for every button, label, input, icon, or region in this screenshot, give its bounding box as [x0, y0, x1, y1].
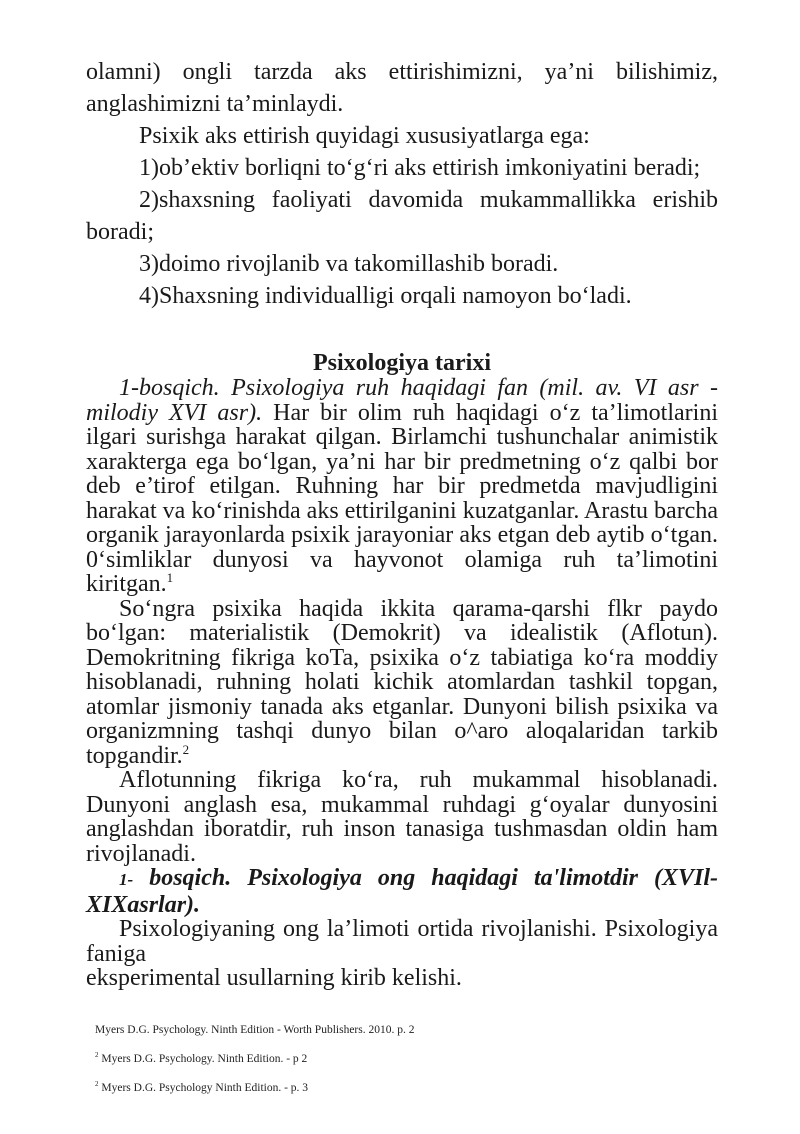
stage1-heading: 1-bosqich. Psixologiya ruh haqidagi fan (mil. av. VI asr - milodiy XVI asr).	[86, 375, 718, 426]
stage2-heading-text: bosqich. Psixologiya ong haqidagi ta'limotdir (XVIl-XIXasrlar).	[86, 865, 718, 918]
stage2-number: 1-	[119, 870, 134, 889]
footnote	[95, 1023, 715, 1037]
list-item: 3)doimo rivojlanib va takomillashib boradi.	[139, 251, 559, 277]
footnotes	[95, 1023, 715, 1095]
list-item: 4)Shaxsning individualligi orqali namoyon bo‘ladi.	[139, 283, 632, 309]
footnote-mark: 2	[95, 1080, 99, 1088]
footnote	[95, 1052, 715, 1066]
main-text	[86, 376, 718, 991]
consciousness-paragraph: Psixologiyaning ong la’limoti ortida rivojlanishi. Psixologiya faniga	[86, 916, 718, 967]
footnote-text: Myers D.G. Psychology. Ninth Edition - Worth Publishers. 2010. p. 2	[95, 1024, 415, 1036]
stage1-paragraph	[86, 376, 718, 597]
intro-lead: Psixik aks ettirish quyidagi xususiyatlarga ega:	[139, 123, 590, 149]
stage1-text: Har bir olim ruh haqidagi o‘z ta’limotlarini ilgari surishga harakat qilgan. Birlamchi tushunchalar animistik xarakterga ega bo‘lgan, ya’ni har bir predmetning o‘z qalbi bor deb e’tirof etilgan. Ruhning har bir predmetda mavjudligini harakat va ko‘rinishda aks ettirilganini kuzatganlar. Arastu barcha organik jarayonlarda psixik jarayoniar aks etgan deb aytib o‘tgan. 0‘simliklar dunyosi va hayvonot olamiga ruh ta’limotini kiritgan.	[86, 399, 718, 597]
footnote-ref: 1	[166, 570, 174, 585]
footnote-text: Myers D.G. Psychology Ninth Edition. - p. 3	[101, 1082, 309, 1094]
stage2-heading	[86, 866, 718, 917]
intro-block	[86, 56, 718, 312]
experimental-line: eksperimental usullarning kirib kelishi.	[86, 965, 462, 991]
footnote-mark: 2	[95, 1051, 99, 1059]
footnote-ref: 2	[182, 741, 190, 757]
list-item: 2)shaxsning faoliyati davomida mukammallikka erishib boradi;	[86, 187, 718, 245]
footnote	[95, 1081, 715, 1095]
materialism-text: So‘ngra psixika haqida ikkita qarama-qarshi flkr paydo bo‘lgan: materialistik (Demokrit) va idealistik (Aflotun). Demokritning fikriga koTa, psixika o‘z tabiatiga ko‘ra moddiy hisoblanadi, ruhning holati kichik atomlardan tashkil topgan, atomlar jismoniy tanada aks etganlar. Dunyoni bilish psixika va organizmning tashqi dunyo bilan o^aro aloqalaridan tarkib topgandir.	[86, 595, 718, 769]
footnote-text: Myers D.G. Psychology. Ninth Edition. - p 2	[101, 1053, 308, 1065]
intro-paragraph: olamni) ongli tarzda aks ettirishimizni, ya’ni bilishimiz, anglashimizni ta’minlaydi.	[86, 59, 718, 117]
list-item: 1)ob’ektiv borliqni to‘g‘ri aks ettirish imkoniyatini beradi;	[139, 155, 701, 181]
idealism-paragraph: Aflotunning fikriga ko‘ra, ruh mukammal hisoblanadi. Dunyoni anglash esa, mukammal ruhdagi g‘oyalar dunyosini anglashdan iboratdir, ruh inson tanasiga tushmasdan oldin ham rivojlanadi.	[86, 767, 718, 867]
section-title: Psixologiya tarixi	[313, 350, 491, 376]
materialism-paragraph	[86, 597, 718, 769]
